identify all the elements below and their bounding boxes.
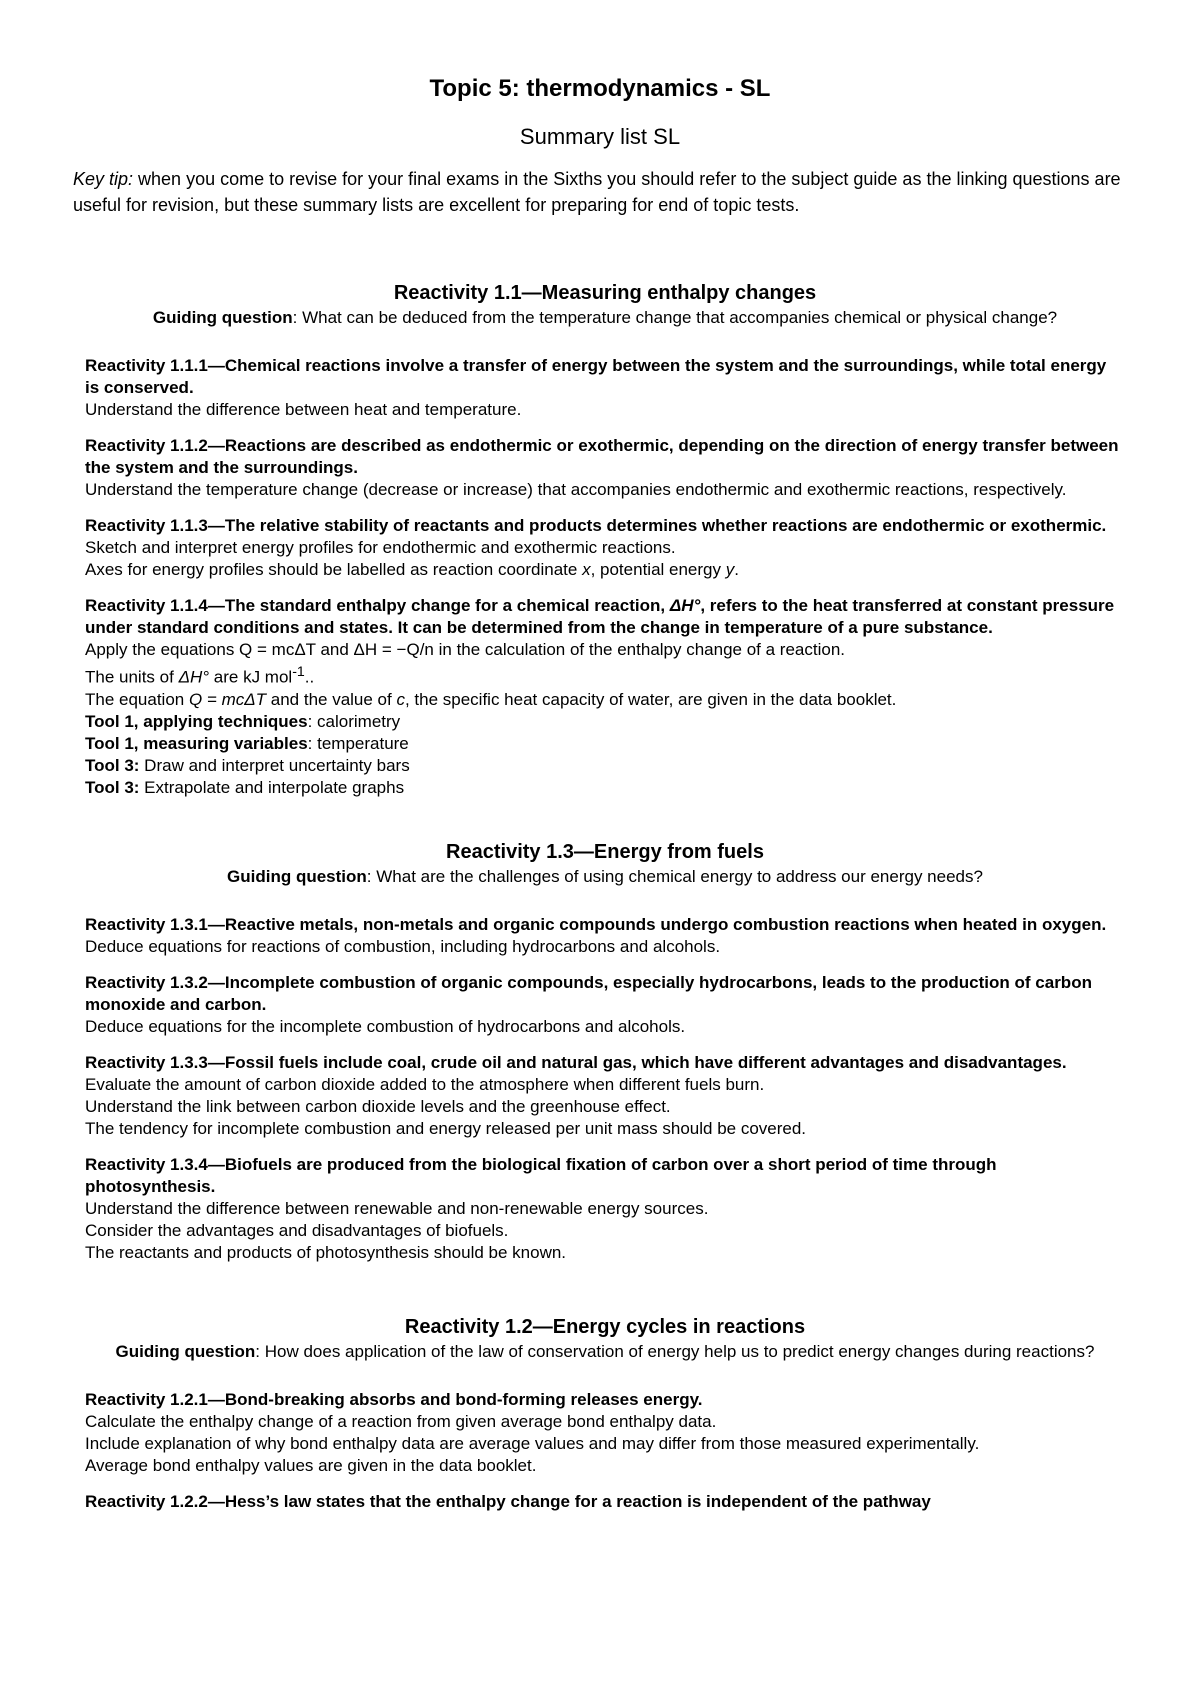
- tool-text: : calorimetry: [307, 711, 401, 731]
- key-tip: [73, 166, 1143, 218]
- tool-line: [85, 755, 1125, 777]
- guiding-label: Guiding question: [115, 1341, 256, 1361]
- item-heading: Reactivity 1.1.1—Chemical reactions involve a transfer of energy between the system and the surroundings, while total energy is conserved.: [85, 356, 1107, 397]
- tool-line: [85, 777, 1125, 799]
- item-line: Deduce equations for reactions of combustion, including hydrocarbons and alcohols.: [85, 936, 721, 956]
- item-heading: [85, 595, 1125, 639]
- text-run: Reactivity 1.1.4—The standard enthalpy change for a chemical reaction,: [85, 596, 670, 615]
- guiding-question: [85, 865, 1125, 888]
- key-tip-label: Key tip:: [73, 169, 134, 189]
- item-line: Evaluate the amount of carbon dioxide added to the atmosphere when different fuels burn.: [85, 1074, 765, 1094]
- item-line: Understand the link between carbon dioxide levels and the greenhouse effect.: [85, 1096, 671, 1116]
- item-line: Average bond enthalpy values are given in the data booklet.: [85, 1455, 537, 1475]
- item-line: Understand the temperature change (decrease or increase) that accompanies endothermic and exothermic reactions, respectively.: [85, 480, 1067, 499]
- tool-line: [85, 733, 1125, 755]
- section-title: Reactivity 1.1—Measuring enthalpy changes: [393, 282, 817, 304]
- guiding-question: [85, 306, 1125, 329]
- item-line: [85, 661, 1125, 689]
- item-heading: Reactivity 1.3.2—Incomplete combustion of organic compounds, especially hydrocarbons, leads to the production of carbon monoxide and carbon.: [85, 972, 1092, 1014]
- tool-label: Tool 3:: [85, 755, 140, 775]
- guiding-text: : What are the challenges of using chemical energy to address our energy needs?: [366, 866, 983, 886]
- item-heading: Reactivity 1.3.3—Fossil fuels include coal, crude oil and natural gas, which have different advantages and disadvantages.: [85, 1052, 1067, 1072]
- text-run: are kJ mol: [209, 667, 293, 687]
- tool-text: : temperature: [307, 733, 409, 753]
- item-heading: Reactivity 1.2.1—Bond-breaking absorbs and bond-forming releases energy.: [85, 1389, 703, 1409]
- text-run: and the value of: [266, 689, 397, 709]
- guiding-text: : How does application of the law of conservation of energy help us to predict energy changes during reactions?: [255, 1341, 1095, 1361]
- text-run: ΔH°: [178, 667, 210, 687]
- item-line: Understand the difference between heat and temperature.: [85, 400, 522, 419]
- guiding-question: [85, 1340, 1125, 1363]
- section-reactivity-1-1: [85, 280, 1125, 799]
- item-1-3-3: [85, 1052, 1125, 1140]
- item-1-1-3: [85, 515, 1125, 581]
- text-run: -1: [292, 664, 305, 680]
- text-run: , the specific heat capacity of water, are given in the data booklet.: [404, 689, 897, 709]
- text-run: ΔH°: [669, 596, 701, 615]
- document-content: [85, 280, 1125, 1513]
- item-1-3-4: [85, 1154, 1125, 1264]
- item-1-1-1: [85, 355, 1125, 421]
- item-line: The tendency for incomplete combustion and energy released per unit mass should be covered.: [85, 1118, 807, 1138]
- key-tip-text: when you come to revise for your final exams in the Sixths you should refer to the subject guide as the linking questions are useful for revision, but these summary lists are excellent for preparing for end of topic tests.: [73, 169, 1121, 215]
- tool-label: Tool 1, measuring variables: [85, 733, 308, 753]
- spacer: [85, 1264, 1125, 1314]
- document-subtitle: Summary list SL: [519, 124, 681, 149]
- text-run: The units of: [85, 667, 179, 687]
- item-heading: Reactivity 1.3.1—Reactive metals, non-metals and organic compounds undergo combustion reactions when heated in oxygen.: [85, 914, 1107, 934]
- section-title: Reactivity 1.2—Energy cycles in reactions: [404, 1315, 806, 1338]
- item-1-3-2: [85, 972, 1125, 1038]
- text-run: The equation: [85, 689, 189, 709]
- tool-label: Tool 1, applying techniques: [85, 711, 308, 731]
- guiding-text: : What can be deduced from the temperature change that accompanies chemical or physical change?: [292, 308, 1058, 327]
- item-line: Understand the difference between renewable and non-renewable energy sources.: [85, 1198, 709, 1218]
- item-heading: Reactivity 1.2.2—Hess’s law states that the enthalpy change for a reaction is independent of the pathway: [85, 1491, 931, 1511]
- item-heading: Reactivity 1.1.2—Reactions are described as endothermic or exothermic, depending on the direction of energy transfer between the system and the surroundings.: [85, 436, 1119, 477]
- item-line: Apply the equations Q = mcΔT and ΔH = −Q/n in the calculation of the enthalpy change of a reaction.: [85, 640, 846, 659]
- item-line: [85, 689, 1125, 711]
- item-line: Include explanation of why bond enthalpy data are average values and may differ from those measured experimentally.: [85, 1433, 980, 1453]
- item-1-1-2: [85, 435, 1125, 501]
- section-reactivity-1-3: [85, 839, 1125, 1264]
- text-run: c: [396, 689, 405, 709]
- tool-line: [85, 711, 1125, 733]
- section-reactivity-1-2: [85, 1314, 1125, 1513]
- text-run: ..: [304, 667, 315, 687]
- document-title: Topic 5: thermodynamics - SL: [429, 75, 771, 102]
- item-1-2-2: [85, 1491, 1125, 1513]
- tool-text: Extrapolate and interpolate graphs: [139, 777, 405, 797]
- item-line: The reactants and products of photosynthesis should be known.: [85, 1242, 567, 1262]
- item-heading: Reactivity 1.1.3—The relative stability of reactants and products determines whether reactions are endothermic or exothermic.: [85, 516, 1107, 535]
- item-line: Calculate the enthalpy change of a reaction from given average bond enthalpy data.: [85, 1411, 717, 1431]
- text-run: x: [582, 560, 591, 579]
- tool-text: Draw and interpret uncertainty bars: [139, 755, 410, 775]
- guiding-label: Guiding question: [227, 866, 367, 886]
- item-line: Consider the advantages and disadvantages of biofuels.: [85, 1220, 509, 1240]
- guiding-label: Guiding question: [152, 308, 293, 327]
- item-line: Sketch and interpret energy profiles for endothermic and exothermic reactions.: [85, 538, 676, 557]
- item-1-1-4: [85, 595, 1125, 799]
- tool-label: Tool 3:: [85, 777, 140, 797]
- text-run: .: [734, 560, 739, 579]
- item-heading: Reactivity 1.3.4—Biofuels are produced from the biological fixation of carbon over a short period of time through photosynthesis.: [85, 1154, 997, 1196]
- text-run: Axes for energy profiles should be labelled as reaction coordinate: [85, 560, 583, 579]
- text-run: , refers to the heat transferred at constant pressure under standard conditions and states. It can be determined from the change in temperature of a pure substance.: [85, 596, 1115, 637]
- text-run: Q = mcΔT: [188, 689, 267, 709]
- item-1-2-1: [85, 1389, 1125, 1477]
- text-run: , potential energy: [590, 560, 726, 579]
- section-title: Reactivity 1.3—Energy from fuels: [446, 840, 764, 863]
- spacer: [85, 799, 1125, 839]
- item-1-3-1: [85, 914, 1125, 958]
- item-line: Deduce equations for the incomplete combustion of hydrocarbons and alcohols.: [85, 1016, 686, 1036]
- item-line: [85, 559, 1125, 581]
- text-run: y: [725, 560, 735, 579]
